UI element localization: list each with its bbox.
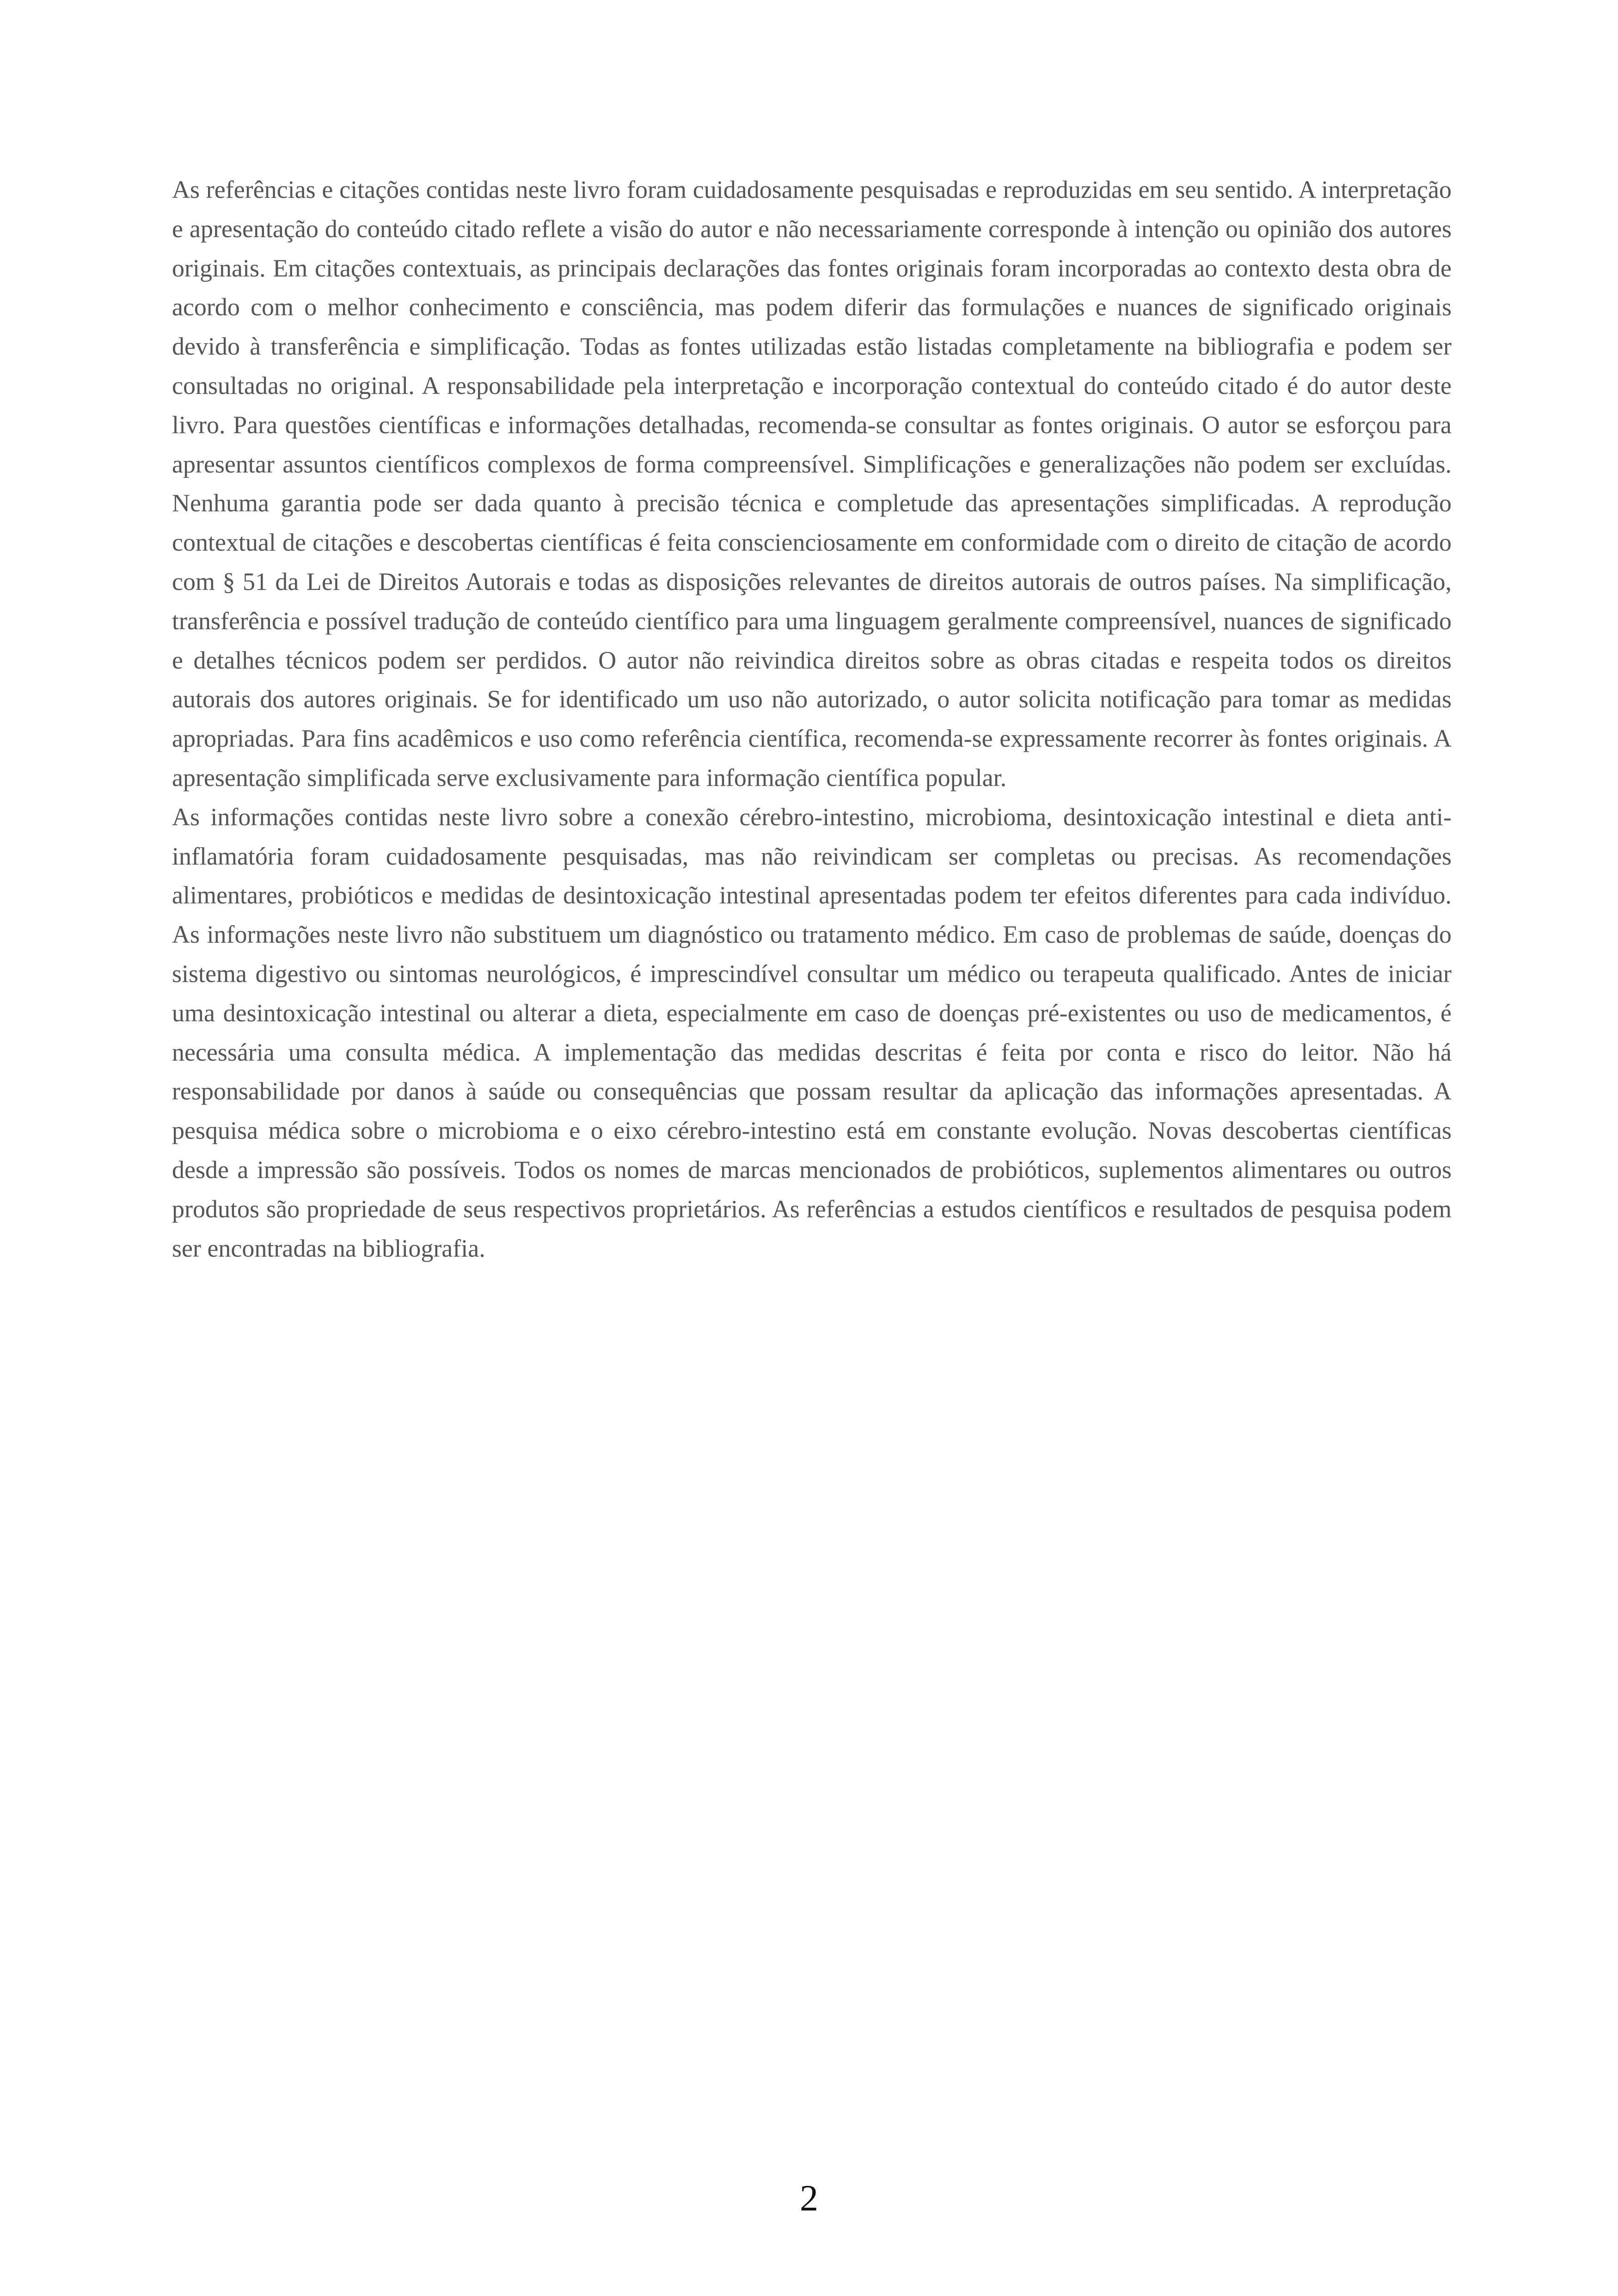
paragraph-health-disclaimer: As informações contidas neste livro sobre a conexão cérebro-intestino, microbioma, desintoxicação intestinal e dieta anti-inflamatória foram cuidadosamente pesquisadas, mas não reivindicam ser completas ou precisas. As recomendações alimentares, probióticos e medidas de desintoxicação intestinal apresentadas podem ter efeitos diferentes para cada indivíduo. As informações neste livro não substituem um diagnóstico ou tratamento médico. Em caso de problemas de saúde, doenças do sistema digestivo ou sintomas neurológicos, é imprescindível consultar um médico ou terapeuta qualificado. Antes de iniciar uma desintoxicação intestinal ou alterar a dieta, especialmente em caso de doenças pré-existentes ou uso de medicamentos, é necessária uma consulta médica. A implementação das medidas descritas é feita por conta e risco do leitor. Não há responsabilidade por danos à saúde ou consequências que possam resultar da aplicação das informações apresentadas. A pesquisa médica sobre o microbioma e o eixo cérebro-intestino está em constante evolução. Novas descobertas científicas desde a impressão são possíveis. Todos os nomes de marcas mencionados de probióticos, suplementos alimentares ou outros produtos são propriedade de seus respectivos proprietários. As referências a estudos científicos e resultados de pesquisa podem ser encontradas na bibliografia. <box>172 803 1452 1262</box>
page-number: 2 <box>800 2178 818 2219</box>
paragraph-citations-disclaimer: As referências e citações contidas neste livro foram cuidadosamente pesquisadas e reproduzidas em seu sentido. A interpretação e apresentação do conteúdo citado reflete a visão do autor e não necessariamente corresponde à intenção ou opinião dos autores originais. Em citações contextuais, as principais declarações das fontes originais foram incorporadas ao contexto desta obra de acordo com o melhor conhecimento e consciência, mas podem diferir das formulações e nuances de significado originais devido à transferência e simplificação. Todas as fontes utilizadas estão listadas completamente na bibliografia e podem ser consultadas no original. A responsabilidade pela interpretação e incorporação contextual do conteúdo citado é do autor deste livro. Para questões científicas e informações detalhadas, recomenda-se consultar as fontes originais. O autor se esforçou para apresentar assuntos científicos complexos de forma compreensível. Simplificações e generalizações não podem ser excluídas. Nenhuma garantia pode ser dada quanto à precisão técnica e completude das apresentações simplificadas. A reprodução contextual de citações e descobertas científicas é feita conscienciosamente em conformidade com o direito de citação de acordo com § 51 da Lei de Direitos Autorais e todas as disposições relevantes de direitos autorais de outros países. Na simplificação, transferência e possível tradução de conteúdo científico para uma linguagem geralmente compreensível, nuances de significado e detalhes técnicos podem ser perdidos. O autor não reivindica direitos sobre as obras citadas e respeita todos os direitos autorais dos autores originais. Se for identificado um uso não autorizado, o autor solicita notificação para tomar as medidas apropriadas. Para fins acadêmicos e uso como referência científica, recomenda-se expressamente recorrer às fontes originais. A apresentação simplificada serve exclusivamente para informação científica popular. <box>172 176 1452 792</box>
disclaimer-text <box>172 170 1452 1268</box>
